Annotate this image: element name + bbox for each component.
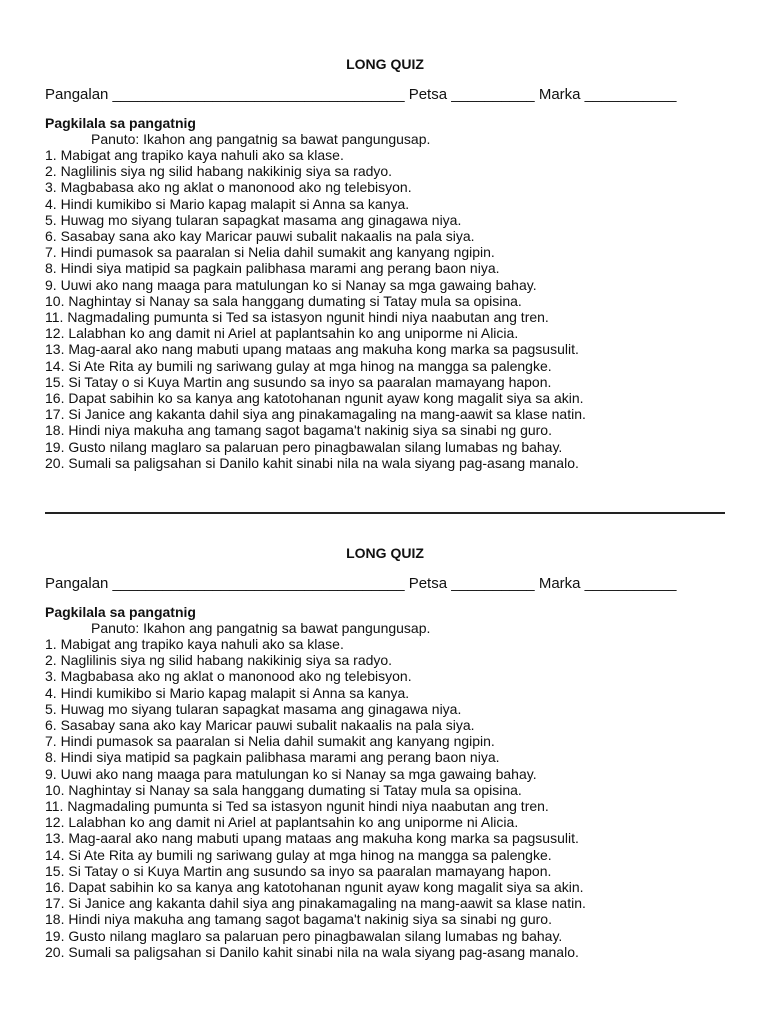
section-heading: Pagkilala sa pangatnig	[45, 115, 196, 131]
question-item: 7. Hindi pumasok sa paaralan si Nelia dahil sumakit ang kanyang ngipin.	[45, 244, 495, 261]
question-item: 13. Mag-aaral ako nang mabuti upang mataas ang makuha kong marka sa pagsusulit.	[45, 341, 579, 358]
quiz-title: LONG QUIZ	[346, 545, 424, 561]
question-item: 5. Huwag mo siyang tularan sapagkat masama ang ginagawa niya.	[45, 211, 462, 228]
question-item: 13. Mag-aaral ako nang mabuti upang mataas ang makuha kong marka sa pagsusulit.	[45, 830, 579, 847]
question-item: 17. Si Janice ang kakanta dahil siya ang pinakamagaling na mang-aawit sa klase natin.	[45, 895, 586, 912]
question-item: 6. Sasabay sana ako kay Maricar pauwi subalit nakaalis na pala siya.	[45, 717, 475, 734]
question-item: 1. Mabigat ang trapiko kaya nahuli ako sa klase.	[45, 636, 344, 652]
instruction-text: Panuto: Ikahon ang pangatnig sa bawat pangungusap.	[91, 620, 431, 636]
question-item: 7. Hindi pumasok sa paaralan si Nelia dahil sumakit ang kanyang ngipin.	[45, 733, 495, 750]
question-item: 2. Naglilinis siya ng silid habang nakikinig siya sa radyo.	[45, 163, 393, 180]
question-item: 14. Si Ate Rita ay bumili ng sariwang gulay at mga hinog na mangga sa palengke.	[45, 357, 552, 374]
question-item: 4. Hindi kumikibo si Mario kapag malapit si Anna sa kanya.	[45, 684, 410, 701]
question-item: 4. Hindi kumikibo si Mario kapag malapit si Anna sa kanya.	[45, 195, 410, 212]
quiz-title: LONG QUIZ	[346, 56, 424, 72]
section-heading: Pagkilala sa pangatnig	[45, 604, 196, 620]
question-item: 8. Hindi siya matipid sa pagkain palibhasa marami ang perang baon niya.	[45, 260, 500, 277]
question-item: 6. Sasabay sana ako kay Maricar pauwi subalit nakaalis na pala siya.	[45, 228, 475, 245]
question-item: 9. Uuwi ako nang maaga para matulungan ko si Nanay sa mga gawaing bahay.	[45, 276, 537, 293]
question-item: 18. Hindi niya makuha ang tamang sagot bagama't nakinig siya sa sinabi ng guro.	[45, 422, 552, 439]
question-item: 20. Sumali sa paligsahan si Danilo kahit sinabi nila na wala siyang pag-asang manalo.	[45, 943, 579, 960]
question-item: 16. Dapat sabihin ko sa kanya ang katotohanan ngunit ayaw kong magalit siya sa akin.	[45, 390, 584, 407]
question-item: 1. Mabigat ang trapiko kaya nahuli ako sa klase.	[45, 147, 344, 163]
question-item: 17. Si Janice ang kakanta dahil siya ang pinakamagaling na mang-aawit sa klase natin.	[45, 406, 586, 423]
question-item: 16. Dapat sabihin ko sa kanya ang katotohanan ngunit ayaw kong magalit siya sa akin.	[45, 879, 584, 896]
question-item: 11. Nagmadaling pumunta si Ted sa istasyon ngunit hindi niya naabutan ang tren.	[45, 798, 549, 815]
question-item: 20. Sumali sa paligsahan si Danilo kahit sinabi nila na wala siyang pag-asang manalo.	[45, 454, 579, 471]
question-item: 3. Magbabasa ako ng aklat o manonood ako ng telebisyon.	[45, 668, 412, 685]
name-date-score-line: Pangalan ___________________________________ Petsa __________ Marka ___________	[45, 86, 677, 103]
question-item: 2. Naglilinis siya ng silid habang nakikinig siya sa radyo.	[45, 652, 393, 669]
question-item: 15. Si Tatay o si Kuya Martin ang susundo sa inyo sa paaralan mamayang hapon.	[45, 373, 552, 390]
question-item: 11. Nagmadaling pumunta si Ted sa istasyon ngunit hindi niya naabutan ang tren.	[45, 309, 549, 326]
question-item: 9. Uuwi ako nang maaga para matulungan ko si Nanay sa mga gawaing bahay.	[45, 765, 537, 782]
question-item: 15. Si Tatay o si Kuya Martin ang susundo sa inyo sa paaralan mamayang hapon.	[45, 862, 552, 879]
question-item: 3. Magbabasa ako ng aklat o manonood ako ng telebisyon.	[45, 179, 412, 196]
question-item: 10. Naghintay si Nanay sa sala hanggang dumating si Tatay mula sa opisina.	[45, 292, 522, 309]
question-item: 10. Naghintay si Nanay sa sala hanggang dumating si Tatay mula sa opisina.	[45, 781, 522, 798]
cut-divider-line	[45, 512, 725, 514]
question-item: 8. Hindi siya matipid sa pagkain palibhasa marami ang perang baon niya.	[45, 749, 500, 766]
instruction-text: Panuto: Ikahon ang pangatnig sa bawat pangungusap.	[91, 131, 431, 147]
quiz-sheet-bottom	[45, 544, 725, 960]
question-item: 12. Lalabhan ko ang damit ni Ariel at paplantsahin ko ang uniporme ni Alicia.	[45, 814, 519, 831]
question-list	[45, 636, 725, 960]
question-list	[45, 147, 725, 471]
question-item: 12. Lalabhan ko ang damit ni Ariel at paplantsahin ko ang uniporme ni Alicia.	[45, 325, 519, 342]
question-item: 14. Si Ate Rita ay bumili ng sariwang gulay at mga hinog na mangga sa palengke.	[45, 846, 552, 863]
quiz-sheet-top	[45, 55, 725, 471]
name-date-score-line: Pangalan ___________________________________ Petsa __________ Marka ___________	[45, 575, 677, 592]
question-item: 19. Gusto nilang maglaro sa palaruan pero pinagbawalan silang lumabas ng bahay.	[45, 438, 563, 455]
question-item: 19. Gusto nilang maglaro sa palaruan pero pinagbawalan silang lumabas ng bahay.	[45, 927, 563, 944]
question-item: 5. Huwag mo siyang tularan sapagkat masama ang ginagawa niya.	[45, 700, 462, 717]
question-item: 18. Hindi niya makuha ang tamang sagot bagama't nakinig siya sa sinabi ng guro.	[45, 911, 552, 928]
